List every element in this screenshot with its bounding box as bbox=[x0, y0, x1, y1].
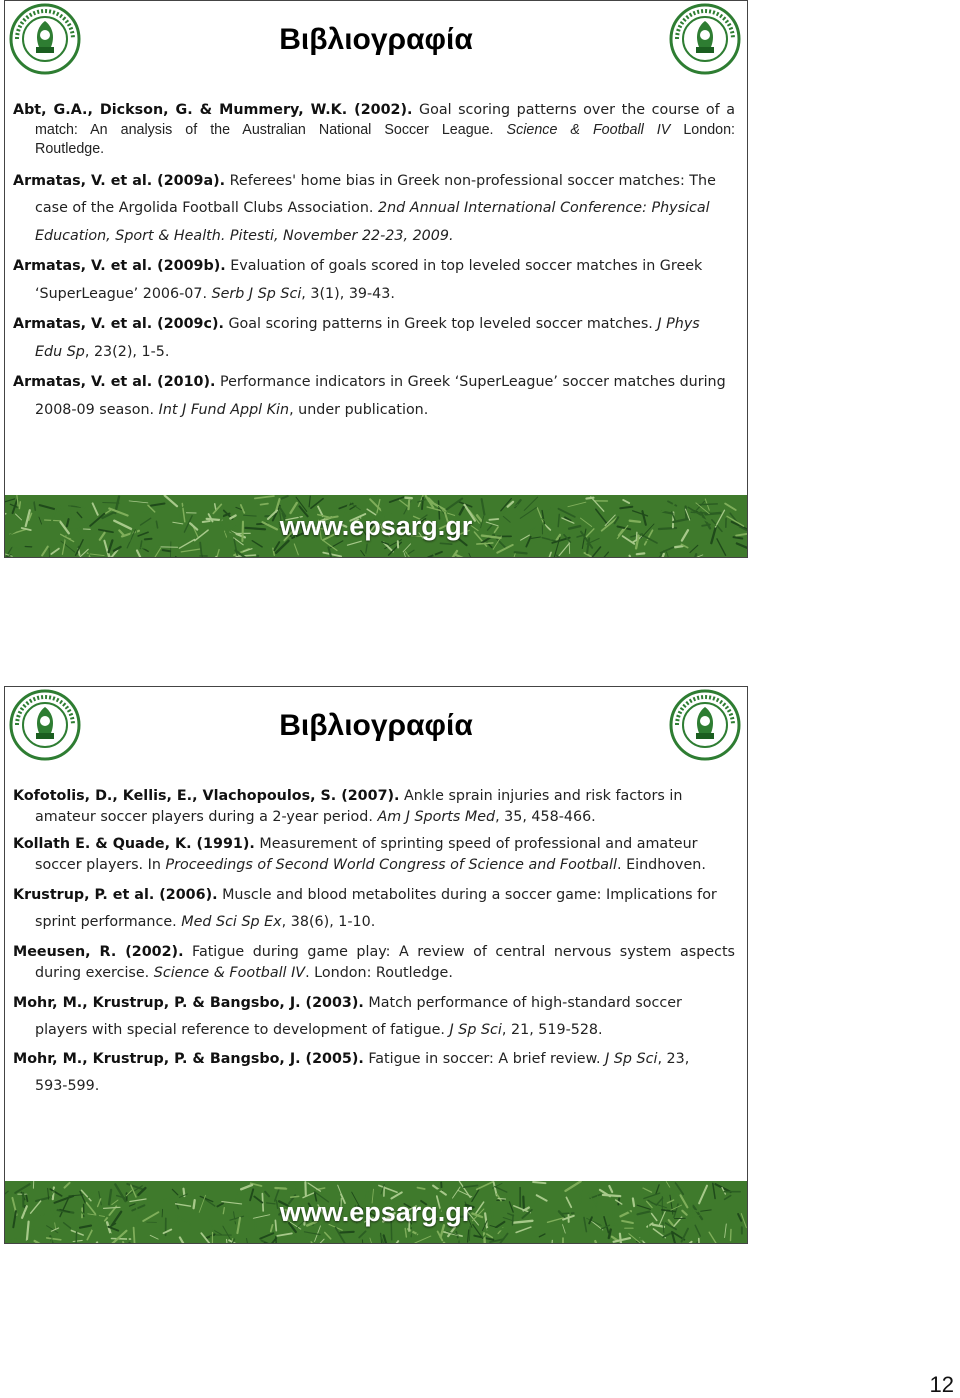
reference-list bbox=[13, 101, 735, 424]
reference-item: Abt, G.A., Dickson, G. & Mummery, W.K. (2002). Goal scoring patterns over the course of a match: An analysis of the Australian National Soccer League. Science & Football IV London: Routledge. bbox=[13, 101, 735, 160]
website-link[interactable]: www.epsarg.gr bbox=[5, 511, 747, 542]
reference-item: Kollath E. & Quade, K. (1991). Measurement of sprinting speed of professional and amateur soccer players. In Proceedings of Second World Congress of Science and Football. Eindhoven. bbox=[13, 834, 735, 876]
slide-title: Βιβλιογραφία bbox=[5, 23, 747, 57]
reference-author: Kollath E. & Quade, K. (1991). bbox=[13, 836, 255, 852]
slide-2 bbox=[4, 686, 748, 1244]
page-number: 12 bbox=[930, 1372, 954, 1398]
reference-author: Mohr, M., Krustrup, P. & Bangsbo, J. (2003). bbox=[13, 995, 364, 1011]
grass-footer bbox=[5, 495, 747, 557]
reference-author: Armatas, V. et al. (2010). bbox=[13, 374, 215, 390]
reference-author: Kofotolis, D., Kellis, E., Vlachopoulos, S. (2007). bbox=[13, 788, 399, 804]
reference-item: Meeusen, R. (2002). Fatigue during game play: A review of central nervous system aspects during exercise. Science & Football IV. London: Routledge. bbox=[13, 942, 735, 984]
reference-item: Armatas, V. et al. (2009a). Referees' home bias in Greek non-professional soccer matches: The case of the Argolida Football Clubs Association. 2nd Annual International Conference: Physical Education, Sport & Health. Pitesti, November 22-23, 2009. bbox=[13, 168, 735, 251]
reference-item: Krustrup, P. et al. (2006). Muscle and blood metabolites during a soccer game: Implications for sprint performance. Med Sci Sp Ex, 38(6), 1-10. bbox=[13, 882, 735, 936]
reference-author: Meeusen, R. (2002). bbox=[13, 944, 184, 960]
reference-item: Mohr, M., Krustrup, P. & Bangsbo, J. (2005). Fatigue in soccer: A brief review. J Sp Sci, 23, 593-599. bbox=[13, 1046, 735, 1100]
reference-author: Armatas, V. et al. (2009c). bbox=[13, 316, 224, 332]
reference-author: Armatas, V. et al. (2009b). bbox=[13, 258, 226, 274]
reference-author: Mohr, M., Krustrup, P. & Bangsbo, J. (2005). bbox=[13, 1051, 364, 1067]
reference-author: Armatas, V. et al. (2009a). bbox=[13, 173, 225, 189]
reference-item: Mohr, M., Krustrup, P. & Bangsbo, J. (2003). Match performance of high-standard soccer players with special reference to development of fatigue. J Sp Sci, 21, 519-528. bbox=[13, 990, 735, 1044]
reference-item: Kofotolis, D., Kellis, E., Vlachopoulos, S. (2007). Ankle sprain injuries and risk factors in amateur soccer players during a 2-year period. Am J Sports Med, 35, 458-466. bbox=[13, 786, 735, 828]
website-link[interactable]: www.epsarg.gr bbox=[5, 1197, 747, 1228]
reference-author: Krustrup, P. et al. (2006). bbox=[13, 887, 218, 903]
grass-footer bbox=[5, 1181, 747, 1243]
reference-item: Armatas, V. et al. (2010). Performance indicators in Greek ‘SuperLeague’ soccer matches during 2008-09 season. Int J Fund Appl Kin, under publication. bbox=[13, 368, 735, 424]
slide-1 bbox=[4, 0, 748, 558]
reference-item: Armatas, V. et al. (2009c). Goal scoring patterns in Greek top leveled soccer matches. J Phys Edu Sp, 23(2), 1-5. bbox=[13, 310, 735, 366]
slide-title: Βιβλιογραφία bbox=[5, 709, 747, 743]
reference-author: Abt, G.A., Dickson, G. & Mummery, W.K. (2002). bbox=[13, 102, 412, 118]
reference-list bbox=[13, 786, 735, 1100]
reference-item: Armatas, V. et al. (2009b). Evaluation of goals scored in top leveled soccer matches in Greek ‘SuperLeague’ 2006-07. Serb J Sp Sci, 3(1), 39-43. bbox=[13, 252, 735, 308]
